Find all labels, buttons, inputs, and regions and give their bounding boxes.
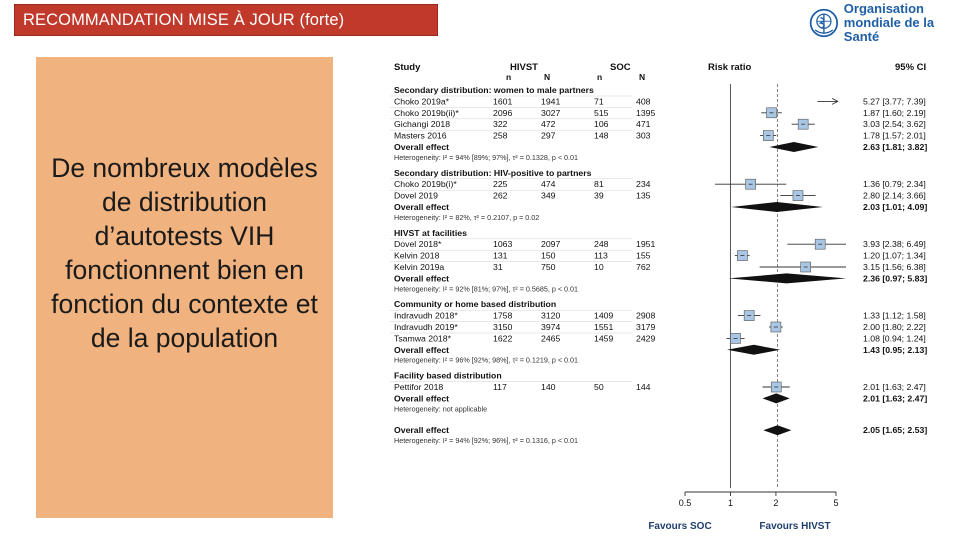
- study-ci: 1.87 [1.60; 2.19]: [863, 107, 926, 118]
- study-ci: 2.00 [1.80; 2.22]: [863, 322, 926, 332]
- x-tick-label: 5: [833, 498, 839, 508]
- soc-n: 106: [594, 119, 609, 130]
- group-title: Secondary distribution: women to male partners: [394, 85, 594, 95]
- study-ci: 1.78 [1.57; 2.01]: [863, 130, 926, 141]
- study-name: Kelvin 2019a: [394, 262, 445, 272]
- overall-diamond: [731, 202, 823, 212]
- favours-hivst-label: Favours HIVST: [759, 521, 831, 532]
- hivst-N: 750: [541, 262, 556, 272]
- hivst-n: 1758: [493, 310, 513, 321]
- favours-soc-label: Favours SOC: [648, 521, 712, 532]
- soc-N: 1395: [636, 107, 656, 118]
- group-title: Community or home based distribution: [394, 299, 557, 310]
- x-tick-label: 1: [727, 498, 733, 508]
- soc-n: 71: [594, 96, 604, 107]
- soc-N: 234: [636, 179, 651, 190]
- soc-N: 135: [636, 190, 651, 201]
- soc-n: 10: [594, 262, 604, 272]
- header-n: n: [506, 72, 512, 82]
- heterogeneity-text: Heterogeneity: I² = 96% [92%; 98%], τ² = 0.1219, p < 0.01: [394, 355, 579, 365]
- logo-line-1: Organisation: [843, 1, 924, 16]
- study-name: Dovel 2019: [394, 190, 438, 201]
- overall-effect-label: Overall effect: [394, 393, 450, 404]
- study-ci: 2.01 [1.63; 2.47]: [863, 382, 926, 392]
- overall-diamond: [769, 142, 818, 152]
- soc-n: 248: [594, 239, 609, 250]
- soc-N: 1951: [636, 239, 656, 250]
- overall-ci: 2.63 [1.81; 3.82]: [863, 142, 928, 152]
- hivst-N: 140: [541, 382, 556, 392]
- study-name: Pettifor 2018: [394, 382, 444, 392]
- soc-n: 1459: [594, 333, 614, 344]
- hivst-N: 1941: [541, 96, 561, 107]
- study-ci: 1.36 [0.79; 2.34]: [863, 179, 926, 190]
- overall-effect-label: Overall effect: [394, 202, 450, 212]
- header-risk-ratio: Risk ratio: [708, 62, 752, 73]
- hivst-n: 1601: [493, 96, 513, 107]
- overall-effect-label: Overall effect: [394, 273, 450, 284]
- study-ci: 5.27 [3.77; 7.39]: [863, 96, 926, 107]
- overall-diamond: [727, 345, 780, 355]
- study-ci: 3.03 [2.54; 3.62]: [863, 119, 926, 130]
- hivst-N: 150: [541, 250, 556, 261]
- soc-n: 1409: [594, 310, 614, 321]
- study-name: Dovel 2018*: [394, 239, 442, 250]
- soc-N: 408: [636, 96, 651, 107]
- study-name: Choko 2019b(i)*: [394, 179, 457, 190]
- soc-n: 39: [594, 190, 604, 201]
- hivst-N: 297: [541, 130, 556, 141]
- header-soc: SOC: [610, 62, 631, 73]
- grand-overall-label: Overall effect: [394, 425, 450, 436]
- study-ci: 1.08 [0.94; 1.24]: [863, 333, 926, 344]
- hivst-n: 131: [493, 250, 508, 261]
- soc-n: 50: [594, 382, 604, 392]
- hivst-N: 2465: [541, 333, 561, 344]
- study-name: Masters 2016: [394, 130, 447, 141]
- study-name: Indravudh 2018*: [394, 310, 458, 321]
- header-title: RECOMMANDATION MISE À JOUR (forte): [23, 10, 345, 29]
- soc-n: 1551: [594, 322, 614, 332]
- hivst-n: 225: [493, 179, 508, 190]
- header-N: N: [544, 72, 551, 82]
- hivst-n: 262: [493, 190, 508, 201]
- study-ci: 1.33 [1.12; 1.58]: [863, 310, 926, 321]
- overall-diamond: [762, 393, 789, 403]
- group-title: HIVST at facilities: [394, 227, 467, 238]
- soc-n: 81: [594, 179, 604, 190]
- hivst-n: 1622: [493, 333, 513, 344]
- overall-ci: 2.36 [0.97; 5.83]: [863, 273, 928, 284]
- header-study: Study: [394, 62, 421, 73]
- hivst-n: 3150: [493, 322, 513, 332]
- soc-N: 3179: [636, 322, 656, 332]
- x-tick-label: 0.5: [678, 498, 692, 508]
- hivst-n: 258: [493, 130, 508, 141]
- overall-effect-label: Overall effect: [394, 344, 450, 355]
- soc-n: 113: [594, 250, 608, 261]
- hivst-N: 472: [541, 119, 556, 130]
- overall-effect-label: Overall effect: [394, 142, 450, 152]
- overall-ci: 2.01 [1.63; 2.47]: [863, 393, 928, 404]
- header-ci: 95% CI: [895, 62, 927, 73]
- header-N: N: [639, 72, 646, 82]
- study-ci: 2.80 [2.14; 3.66]: [863, 190, 926, 201]
- soc-N: 762: [636, 262, 651, 272]
- heterogeneity-text: Heterogeneity: I² = 82%, τ² = 0.2107, p = 0.02: [394, 212, 540, 222]
- study-name: Choko 2019a*: [394, 96, 450, 107]
- grand-heterogeneity-text: Heterogeneity: I² = 94% [92%; 96%], τ² = 0.1316, p < 0.01: [394, 436, 579, 446]
- group-title: Facility based distribution: [394, 370, 502, 381]
- study-name: Gichangi 2018: [394, 119, 451, 130]
- study-name: Kelvin 2018: [394, 250, 440, 261]
- soc-N: 2429: [636, 333, 656, 344]
- study-ci: 3.15 [1.56; 6.38]: [863, 262, 926, 272]
- soc-N: 155: [636, 250, 651, 261]
- soc-n: 515: [594, 107, 609, 118]
- header-n: n: [597, 72, 603, 82]
- soc-N: 471: [636, 119, 651, 130]
- heterogeneity-text: Heterogeneity: not applicable: [394, 404, 488, 414]
- overall-ci: 2.03 [1.01; 4.09]: [863, 202, 928, 212]
- header-hivst: HIVST: [510, 62, 538, 73]
- hivst-N: 2097: [541, 239, 561, 250]
- hivst-N: 474: [541, 179, 556, 190]
- study-name: Indravudh 2019*: [394, 322, 458, 332]
- study-name: Tsamwa 2018*: [394, 333, 451, 344]
- study-name: Choko 2019b(ii)*: [394, 107, 459, 118]
- hivst-n: 1063: [493, 239, 513, 250]
- hivst-N: 3027: [541, 107, 561, 118]
- logo-line-2: mondiale de la Santé: [843, 15, 935, 44]
- grand-overall-ci: 2.05 [1.65; 2.53]: [863, 425, 928, 436]
- grand-overall-diamond: [763, 425, 791, 435]
- heterogeneity-text: Heterogeneity: I² = 92% [81%; 97%], τ² = 0.5685, p < 0.01: [394, 284, 579, 294]
- soc-N: 2908: [636, 310, 656, 321]
- heterogeneity-text: Heterogeneity: I² = 94% [89%; 97%], τ² = 0.1328, p < 0.01: [394, 152, 579, 162]
- soc-N: 303: [636, 130, 651, 141]
- hivst-n: 31: [493, 262, 503, 272]
- overall-ci: 1.43 [0.95; 2.13]: [863, 344, 928, 355]
- hivst-n: 322: [493, 119, 508, 130]
- hivst-n: 117: [493, 382, 507, 392]
- study-ci: 1.20 [1.07; 1.34]: [863, 250, 926, 261]
- soc-n: 148: [594, 130, 609, 141]
- hivst-N: 3974: [541, 322, 561, 332]
- hivst-N: 3120: [541, 310, 561, 321]
- study-ci: 3.93 [2.38; 6.49]: [863, 239, 926, 250]
- x-tick-label: 2: [773, 498, 779, 508]
- summary-text: De nombreux modèles de distribution d’autotests VIH fonctionnent bien en fonction du contexte et de la population: [51, 152, 318, 353]
- soc-N: 144: [636, 382, 651, 392]
- group-title: Secondary distribution: HIV-positive to partners: [394, 167, 592, 178]
- hivst-n: 2096: [493, 107, 513, 118]
- hivst-N: 349: [541, 190, 556, 201]
- overall-diamond: [728, 273, 846, 283]
